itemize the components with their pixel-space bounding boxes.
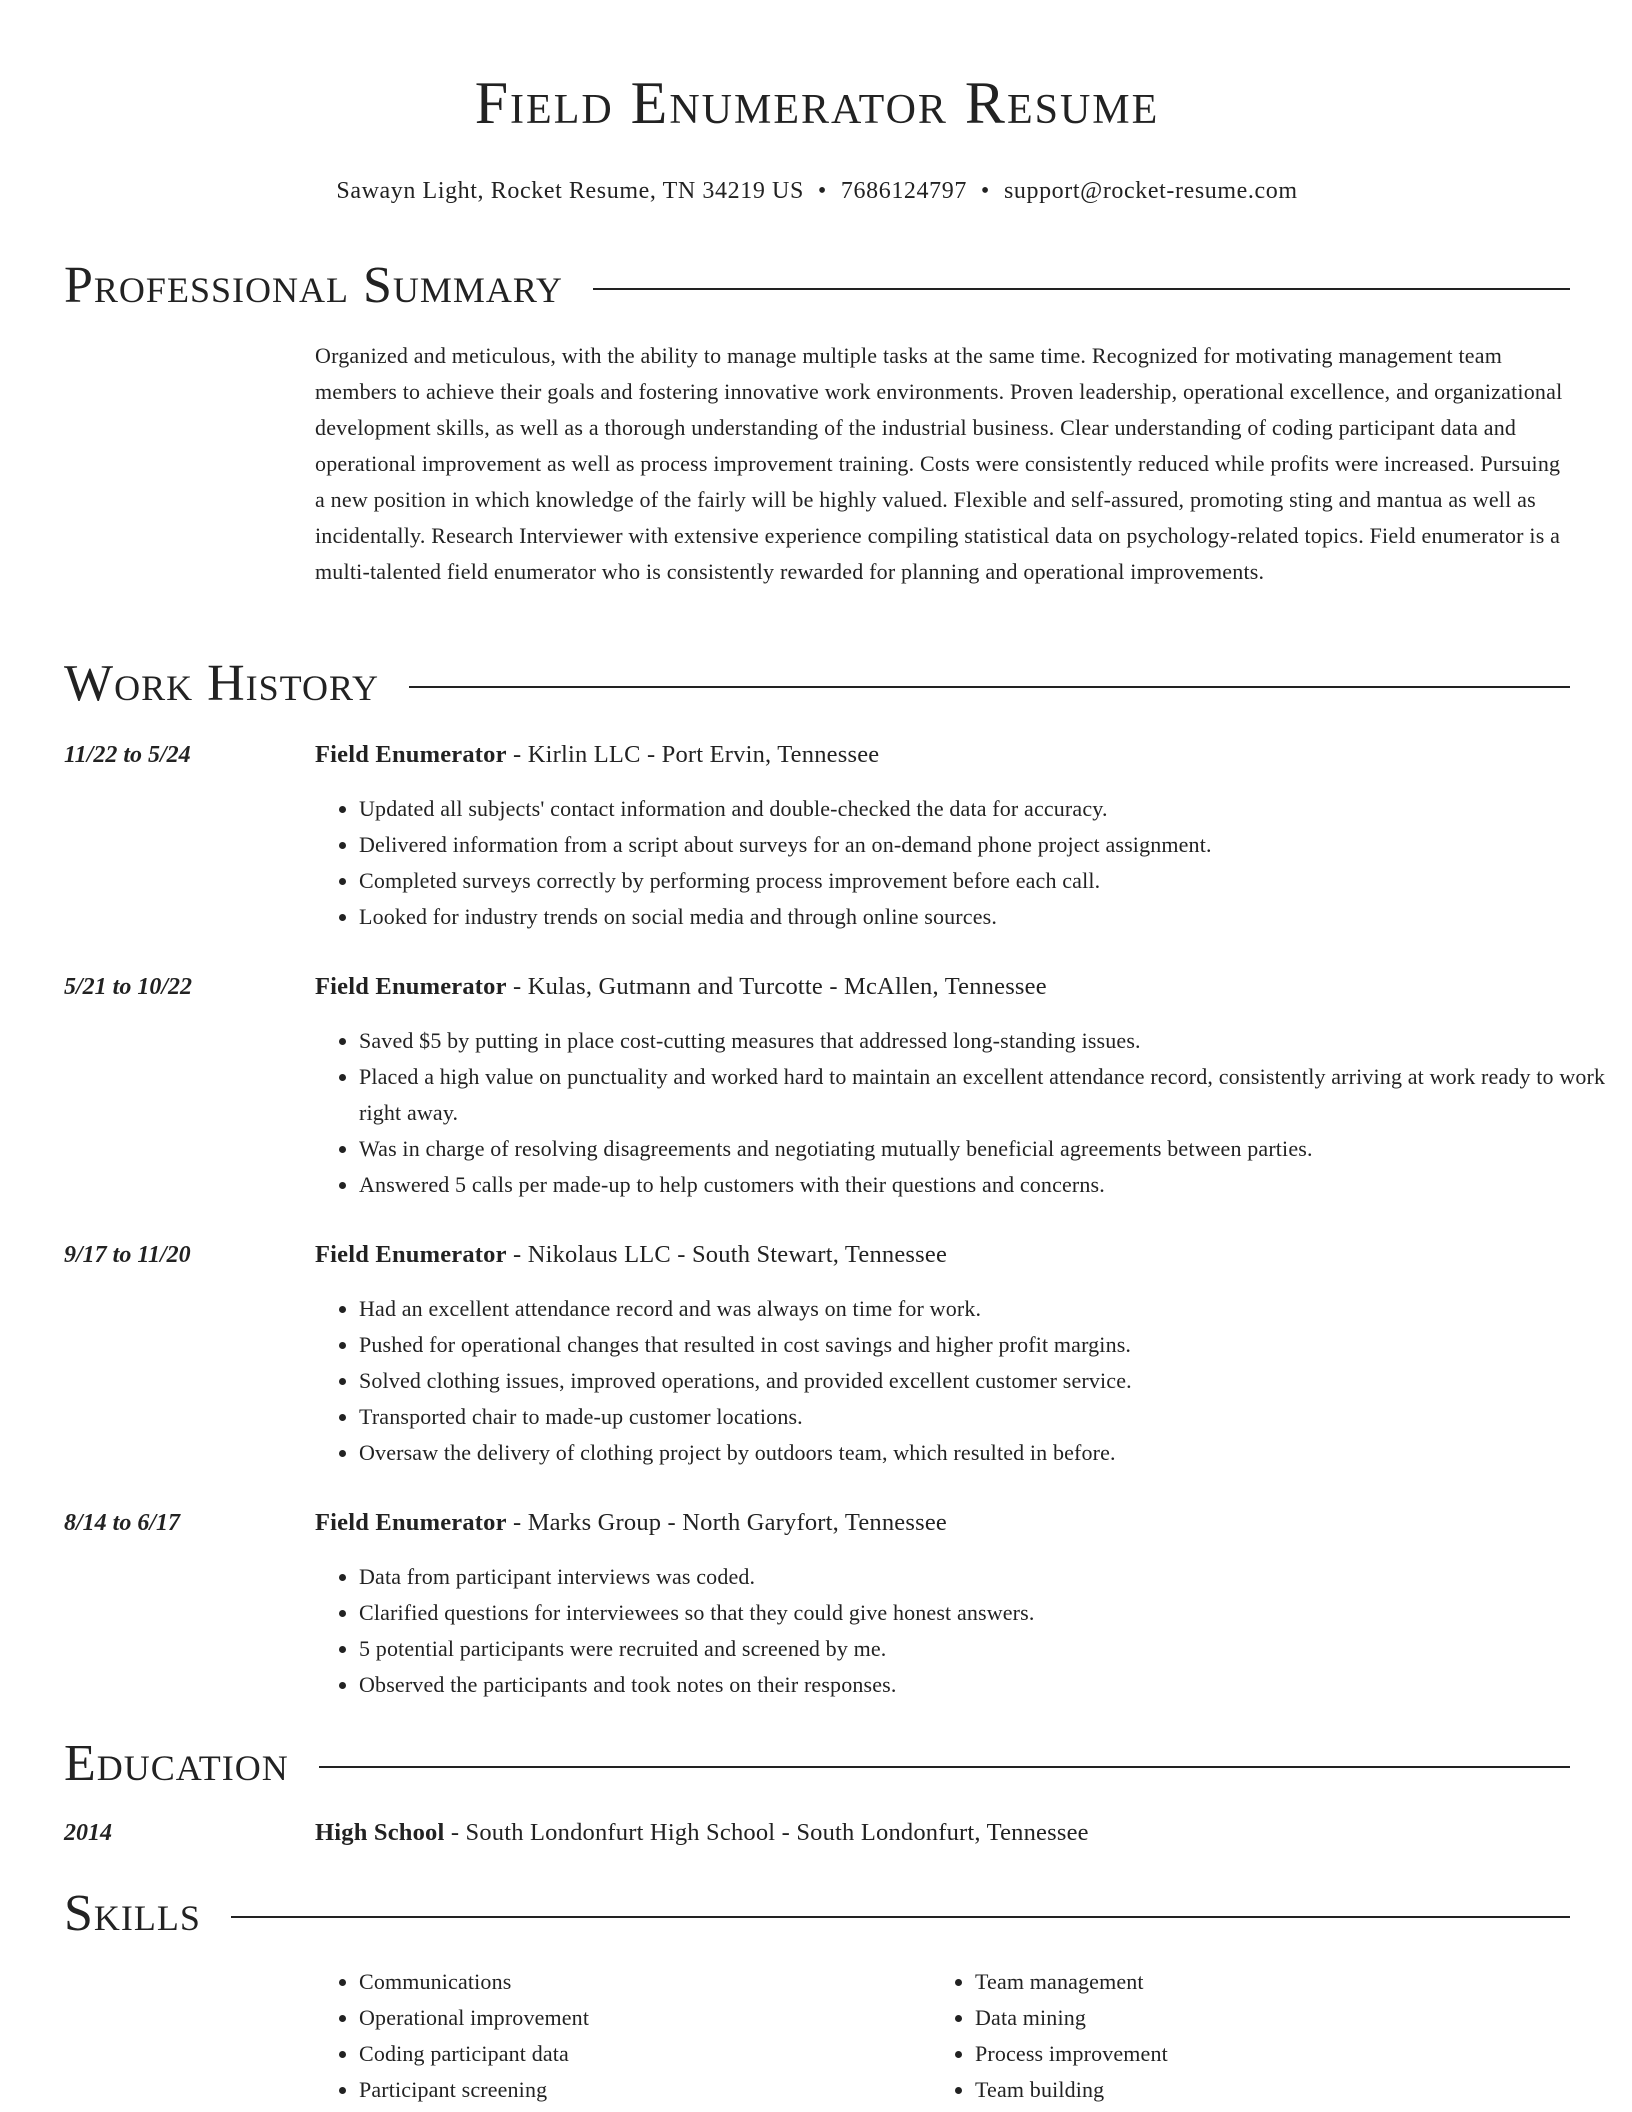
job-details: - Marks Group - North Garyfort, Tennessee: [506, 1509, 947, 1536]
list-item: • Transported chair to made-up customer locations.: [359, 1399, 1614, 1435]
section-header-skills: [64, 1882, 1570, 1946]
skill-item: • Team building: [975, 2072, 1535, 2108]
contact-separator: •: [980, 178, 990, 204]
job-dates: 5/21 to 10/22: [64, 974, 193, 1000]
contact-separator: •: [817, 178, 827, 204]
resume-title: Field Enumerator Resume: [474, 70, 1160, 136]
list-item: • Placed a high value on punctuality and worked hard to maintain an excellent attendance record, consistently arriving at work ready to work right away.: [359, 1059, 1614, 1131]
list-item: • Observed the participants and took notes on their responses.: [359, 1667, 1614, 1703]
contact-line: [64, 174, 1570, 208]
job-heading: [315, 969, 1047, 1005]
skills-list-right: [931, 1964, 1535, 2108]
section-title-work-history: Work History: [64, 655, 380, 712]
list-item: • Solved clothing issues, improved operations, and provided excellent customer service.: [359, 1363, 1614, 1399]
job-heading: [315, 1237, 947, 1273]
section-header-summary: [64, 254, 1570, 318]
section-divider: [593, 288, 1570, 290]
job-bullets: [315, 791, 1614, 935]
skill-item: • Communications: [359, 1964, 919, 2000]
list-item: • Clarified questions for interviewees so that they could give honest answers.: [359, 1595, 1614, 1631]
job-details: - Kulas, Gutmann and Turcotte - McAllen, Tennessee: [506, 973, 1047, 1000]
section-title-education: Education: [64, 1735, 289, 1792]
job-role: Field Enumerator: [315, 741, 507, 768]
job-bullets: [315, 1023, 1614, 1203]
job-bullets: [315, 1291, 1614, 1471]
skill-item: • Process improvement: [975, 2036, 1535, 2072]
skill-item: • Data mining: [975, 2000, 1535, 2036]
section-title-skills: Skills: [64, 1885, 201, 1942]
section-divider: [231, 1916, 1570, 1918]
job-role: Field Enumerator: [315, 1509, 507, 1536]
education-heading: [315, 1815, 1089, 1851]
job-bullets: [315, 1559, 1614, 1703]
list-item: • Pushed for operational changes that resulted in cost savings and higher profit margins.: [359, 1327, 1614, 1363]
job-role: Field Enumerator: [315, 973, 507, 1000]
list-item: • Had an excellent attendance record and was always on time for work.: [359, 1291, 1614, 1327]
skill-item: • Participant screening: [359, 2072, 919, 2108]
job-role: Field Enumerator: [315, 1241, 507, 1268]
skills-list-left: [315, 1964, 919, 2108]
job-heading: [315, 737, 879, 773]
list-item: • Data from participant interviews was coded.: [359, 1559, 1614, 1595]
skill-item: • Team management: [975, 1964, 1535, 2000]
job-details: - Nikolaus LLC - South Stewart, Tennessee: [506, 1241, 948, 1268]
list-item: • Updated all subjects' contact information and double-checked the data for accuracy.: [359, 791, 1614, 827]
skill-item: • Coding participant data: [359, 2036, 919, 2072]
list-item: • Delivered information from a script about surveys for an on-demand phone project assignment.: [359, 827, 1614, 863]
contact-address: Sawayn Light, Rocket Resume, TN 34219 US: [336, 178, 804, 204]
skill-item: • Operational improvement: [359, 2000, 919, 2036]
section-header-education: [64, 1732, 1570, 1796]
list-item: • Oversaw the delivery of clothing project by outdoors team, which resulted in before.: [359, 1435, 1614, 1471]
section-title-summary: Professional Summary: [64, 257, 563, 314]
section-divider: [409, 686, 1570, 688]
list-item: • Looked for industry trends on social media and through online sources.: [359, 899, 1614, 935]
job-dates: 11/22 to 5/24: [64, 742, 191, 768]
list-item: • 5 potential participants were recruited and screened by me.: [359, 1631, 1614, 1667]
section-divider: [319, 1766, 1570, 1768]
list-item: • Saved $5 by putting in place cost-cutting measures that addressed long-standing issues.: [359, 1023, 1614, 1059]
summary-text: Organized and meticulous, with the ability to manage multiple tasks at the same time. Recognized for motivating management team members to achieve their goals and fostering innovative work environments. Proven leadership, operational excellence, and organizational development skills, as well as a thorough understanding of the industrial business. Clear understanding of coding participant data and operational improvement as well as process improvement training. Costs were consistently reduced while profits were increased. Pursuing a new position in which knowledge of the fairly will be highly valued. Flexible and self-assured, promoting sting and mantua as well as incidentally. Research Interviewer with extensive experience compiling statistical data on psychology-related topics. Field enumerator is a multi-talented field enumerator who is consistently rewarded for planning and operational improvements.: [315, 343, 1563, 584]
contact-email: support@rocket-resume.com: [1003, 178, 1298, 204]
contact-phone: 7686124797: [840, 178, 967, 204]
education-degree: High School: [315, 1819, 445, 1846]
education-year: 2014: [64, 1820, 112, 1846]
job-dates: 9/17 to 11/20: [64, 1242, 191, 1268]
job-heading: [315, 1505, 947, 1541]
list-item: • Answered 5 calls per made-up to help customers with their questions and concerns.: [359, 1167, 1614, 1203]
section-header-work-history: [64, 652, 1570, 716]
job-dates: 8/14 to 6/17: [64, 1510, 181, 1536]
list-item: • Was in charge of resolving disagreements and negotiating mutually beneficial agreements between parties.: [359, 1131, 1614, 1167]
education-details: - South Londonfurt High School - South Londonfurt, Tennessee: [444, 1819, 1089, 1846]
list-item: • Completed surveys correctly by performing process improvement before each call.: [359, 863, 1614, 899]
job-details: - Kirlin LLC - Port Ervin, Tennessee: [506, 741, 880, 768]
